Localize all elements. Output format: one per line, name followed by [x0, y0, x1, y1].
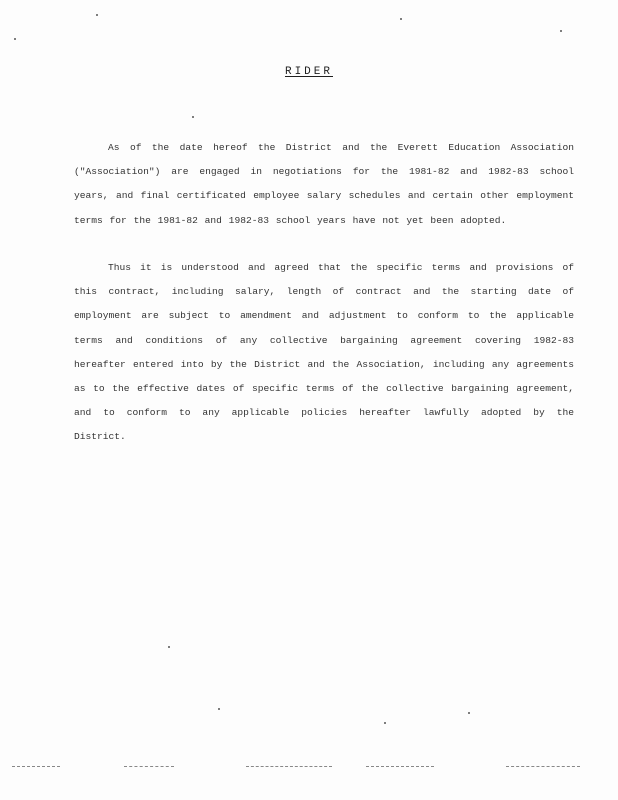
scan-speck	[560, 30, 562, 32]
paragraph-negotiations: As of the date hereof the District and the Everett Education Association ("Association") are engaged in negotiations for the 1981-82 and 1982-83 school years, and final certificated employee salary schedules and certain other employment terms for the 1981-82 and 1982-83 school years have not yet been adopted.	[74, 142, 574, 226]
scan-speck	[192, 116, 194, 118]
scan-speck	[400, 18, 402, 20]
scan-speck	[468, 712, 470, 714]
document-title: RIDER	[284, 66, 333, 78]
scan-edge-mark	[246, 766, 332, 767]
paragraph-agreement-terms: Thus it is understood and agreed that the specific terms and provisions of this contract, including salary, length of contract and the starting date of employment are subject to amendment and adjustment to conform to the applicable terms and conditions of any collective bargaining agreement covering 1982-83 hereafter entered into by the District and the Association, including any agreements as to the effective dates of specific terms of the collective bargaining agreement, and to conform to any applicable policies hereafter lawfully adopted by the District.	[74, 262, 574, 443]
scan-speck	[96, 14, 98, 16]
scan-speck	[14, 38, 16, 40]
scan-edge-mark	[366, 766, 434, 767]
scan-edge-mark	[124, 766, 174, 767]
scan-speck	[218, 708, 220, 710]
scan-edge-mark	[506, 766, 580, 767]
scan-speck	[384, 722, 386, 724]
scan-speck	[168, 646, 170, 648]
scan-edge-mark	[12, 766, 60, 767]
